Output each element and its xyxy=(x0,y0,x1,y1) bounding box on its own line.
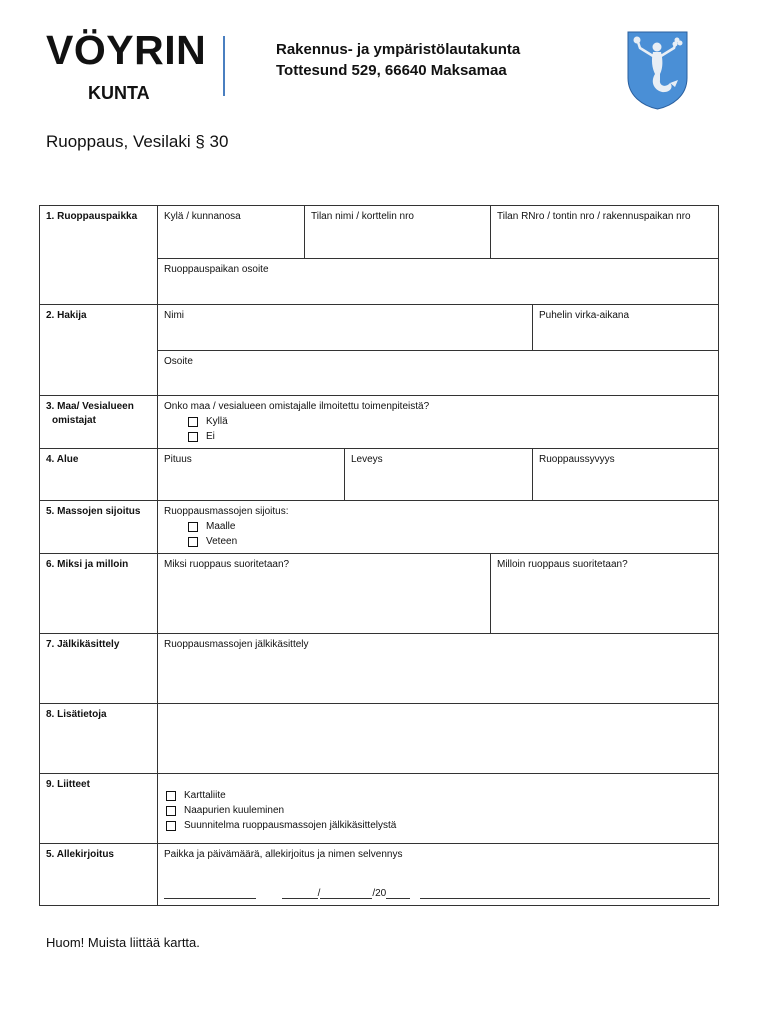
applicant-name-field[interactable]: Nimi xyxy=(158,305,533,351)
option-label: Naapurien kuuleminen xyxy=(184,804,285,816)
owner-notified-field xyxy=(158,396,719,449)
header-divider xyxy=(223,36,225,96)
section-1-row xyxy=(40,206,719,259)
year-line[interactable] xyxy=(386,888,410,899)
place-line[interactable] xyxy=(164,888,256,899)
farm-name-field[interactable]: Tilan nimi / korttelin nro xyxy=(305,206,491,259)
section-4-row xyxy=(40,449,719,501)
office-address-block xyxy=(276,39,520,81)
section-6-row xyxy=(40,554,719,634)
section-label: 2. Hakija xyxy=(40,305,158,351)
month-line[interactable] xyxy=(317,888,372,899)
attachment-plan[interactable] xyxy=(164,818,712,833)
timing-field[interactable]: Milloin ruoppaus suoritetaan? xyxy=(491,554,719,634)
width-field[interactable]: Leveys xyxy=(345,449,533,501)
office-address: Tottesund 529, 66640 Maksamaa xyxy=(276,62,507,79)
office-name: Rakennus- ja ympäristölautakunta xyxy=(276,41,521,58)
option-water[interactable] xyxy=(164,534,712,549)
mermaid-coat-of-arms-icon xyxy=(626,30,689,110)
section-8-row xyxy=(40,704,719,774)
option-label: Karttaliite xyxy=(184,789,226,801)
section-label: 1. Ruoppauspaikka xyxy=(40,206,158,259)
signature-lines xyxy=(164,888,710,899)
checkbox-icon[interactable] xyxy=(188,417,198,427)
attachment-neighbours[interactable] xyxy=(164,803,712,818)
dredging-site-address-field[interactable]: Ruoppauspaikan osoite xyxy=(158,259,719,305)
option-yes[interactable] xyxy=(164,414,712,429)
checkbox-icon[interactable] xyxy=(166,821,176,831)
municipality-logo-name: VÖYRIN xyxy=(46,27,207,73)
length-field[interactable]: Pituus xyxy=(158,449,345,501)
section-label-line1: 3. Maa/ Vesialueen xyxy=(46,401,134,412)
property-id-field[interactable]: Tilan RNro / tontin nro / rakennuspaikan nro xyxy=(491,206,719,259)
phone-field[interactable]: Puhelin virka-aikana xyxy=(533,305,719,351)
applicant-address-field[interactable]: Osoite xyxy=(158,351,719,396)
section-label: 9. Liitteet xyxy=(40,774,158,844)
aftertreatment-field[interactable]: Ruoppausmassojen jälkikäsittely xyxy=(158,634,719,704)
section-label: 5. Allekirjoitus xyxy=(40,844,158,906)
option-label: Veteen xyxy=(206,535,238,547)
section-label xyxy=(40,396,158,449)
date-separator: / xyxy=(317,888,321,899)
option-land[interactable] xyxy=(164,519,712,534)
signature-field[interactable]: Paikka ja päivämäärä, allekirjoitus ja nimen selvennys xyxy=(158,844,719,906)
section-label-line2: omistajat xyxy=(52,415,96,426)
additional-info-field[interactable] xyxy=(158,704,719,774)
checkbox-icon[interactable] xyxy=(166,791,176,801)
checkbox-icon[interactable] xyxy=(188,522,198,532)
section-label-continued xyxy=(40,351,158,396)
section-9-row xyxy=(40,774,719,844)
option-label: Maalle xyxy=(206,520,236,532)
option-label: Suunnitelma ruoppausmassojen jälkikäsittelystä xyxy=(184,819,397,831)
municipality-logo-sub: KUNTA xyxy=(88,83,150,103)
checkbox-icon[interactable] xyxy=(188,432,198,442)
checkbox-icon[interactable] xyxy=(166,806,176,816)
section-5-row xyxy=(40,501,719,554)
reason-field[interactable]: Miksi ruoppaus suoritetaan? xyxy=(158,554,491,634)
section-2-row xyxy=(40,305,719,351)
signature-line[interactable] xyxy=(420,888,710,899)
attachment-map[interactable] xyxy=(164,788,712,803)
day-line[interactable] xyxy=(282,888,318,899)
footer-note: Huom! Muista liittää kartta. xyxy=(46,935,200,950)
option-no[interactable] xyxy=(164,429,712,444)
section-label-continued xyxy=(40,259,158,305)
section-label: 8. Lisätietoja xyxy=(40,704,158,774)
depth-field[interactable]: Ruoppaussyvyys xyxy=(533,449,719,501)
year-prefix: /20 xyxy=(372,888,387,899)
mass-placement-question: Ruoppausmassojen sijoitus: xyxy=(164,506,289,517)
mass-placement-field xyxy=(158,501,719,554)
section-3-row xyxy=(40,396,719,449)
village-field[interactable]: Kylä / kunnanosa xyxy=(158,206,305,259)
section-7-row xyxy=(40,634,719,704)
document-title: Ruoppaus, Vesilaki § 30 xyxy=(46,132,229,151)
section-label: 5. Massojen sijoitus xyxy=(40,501,158,554)
attachments-field xyxy=(158,774,719,844)
option-label: Ei xyxy=(206,430,215,442)
section-label: 7. Jälkikäsittely xyxy=(40,634,158,704)
option-label: Kyllä xyxy=(206,415,228,427)
owner-notified-question: Onko maa / vesialueen omistajalle ilmoitettu toimenpiteistä? xyxy=(164,401,430,412)
checkbox-icon[interactable] xyxy=(188,537,198,547)
section-label: 6. Miksi ja milloin xyxy=(40,554,158,634)
section-label: 4. Alue xyxy=(40,449,158,501)
application-form-table xyxy=(39,205,719,906)
